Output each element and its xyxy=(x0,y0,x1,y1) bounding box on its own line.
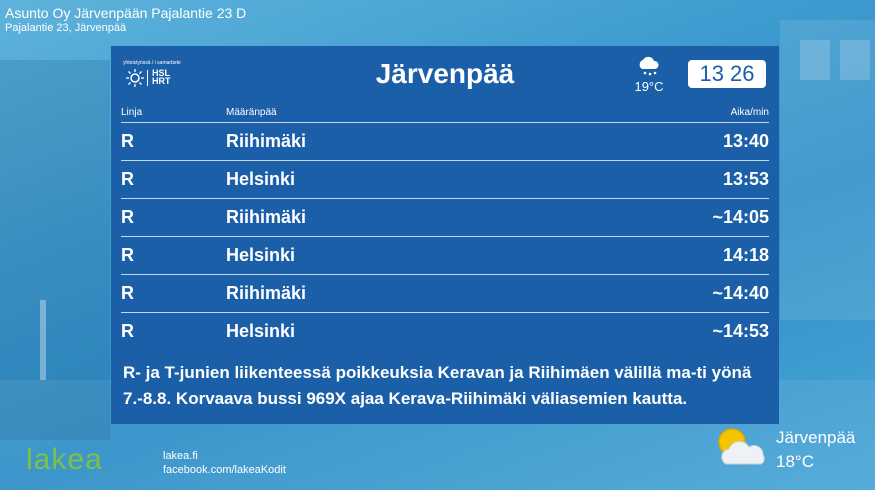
departure-line: R xyxy=(121,321,134,341)
departure-destination: Riihimäki xyxy=(226,131,307,151)
departure-line: R xyxy=(121,245,134,265)
panel-weather xyxy=(629,56,669,94)
departure-line: R xyxy=(121,131,134,151)
departure-destination: Helsinki xyxy=(226,321,296,341)
departure-time: ~14:40 xyxy=(712,283,769,303)
departure-time: 13:53 xyxy=(722,169,769,189)
footer-link-facebook: facebook.com/lakeaKodit xyxy=(163,464,286,476)
departure-row xyxy=(121,274,769,312)
background-window xyxy=(840,40,870,80)
clock: 13 26 xyxy=(688,60,766,88)
station-title: Järvenpää xyxy=(375,58,515,89)
logo-hrt-text: HRT xyxy=(152,76,171,86)
departure-time: 14:18 xyxy=(722,245,769,265)
departure-time: ~14:05 xyxy=(712,207,769,227)
departure-destination: Riihimäki xyxy=(226,207,307,227)
departure-row xyxy=(121,122,769,160)
panel-weather-temp: 19°C xyxy=(634,79,664,94)
background-lamp-post xyxy=(40,300,46,380)
departure-row xyxy=(121,312,769,350)
cloud-snow-icon xyxy=(636,56,662,76)
departure-time: 13:40 xyxy=(722,131,769,151)
column-header-time: Aika/min xyxy=(730,107,769,118)
logo-caption: yhteistyössä / i samarbete xyxy=(123,60,181,66)
departure-row xyxy=(121,236,769,274)
table-header xyxy=(121,107,769,121)
building-address: Pajalantie 23, Järvenpää xyxy=(5,22,127,34)
sun-cloud-icon xyxy=(712,424,770,468)
departures-panel xyxy=(111,46,779,348)
departure-time: ~14:53 xyxy=(712,321,769,341)
departure-line: R xyxy=(121,169,134,189)
footer-link-website: lakea.fi xyxy=(163,450,198,462)
departure-destination: Helsinki xyxy=(226,245,296,265)
building-title: Asunto Oy Järvenpään Pajalantie 23 D xyxy=(5,5,247,21)
column-header-destination: Määränpää xyxy=(226,107,277,118)
lakea-logo: lakea xyxy=(26,443,103,476)
departure-row xyxy=(121,160,769,198)
service-notice xyxy=(111,348,779,424)
footer-links xyxy=(163,449,286,477)
service-notice-text: R- ja T-junien liikenteessä poikkeuksia Keravan ja Riihimäen välillä ma-ti yönä 7.-8.8. Korvaava bussi 969X ajaa Kerava-Riihimäki väliasemien kautta. xyxy=(123,363,752,408)
building-info xyxy=(5,5,246,35)
departure-line: R xyxy=(121,207,134,227)
departure-line: R xyxy=(121,283,134,303)
local-weather-temp: 18°C xyxy=(776,452,814,471)
departure-list xyxy=(121,122,769,350)
departure-row xyxy=(121,198,769,236)
logo-hsl-text: HSL xyxy=(152,68,170,78)
column-header-line: Linja xyxy=(121,107,143,118)
local-weather-city: Järvenpää xyxy=(776,428,856,447)
departure-destination: Helsinki xyxy=(226,169,296,189)
background-window xyxy=(800,40,830,80)
local-weather xyxy=(712,424,872,474)
departure-destination: Riihimäki xyxy=(226,283,307,303)
